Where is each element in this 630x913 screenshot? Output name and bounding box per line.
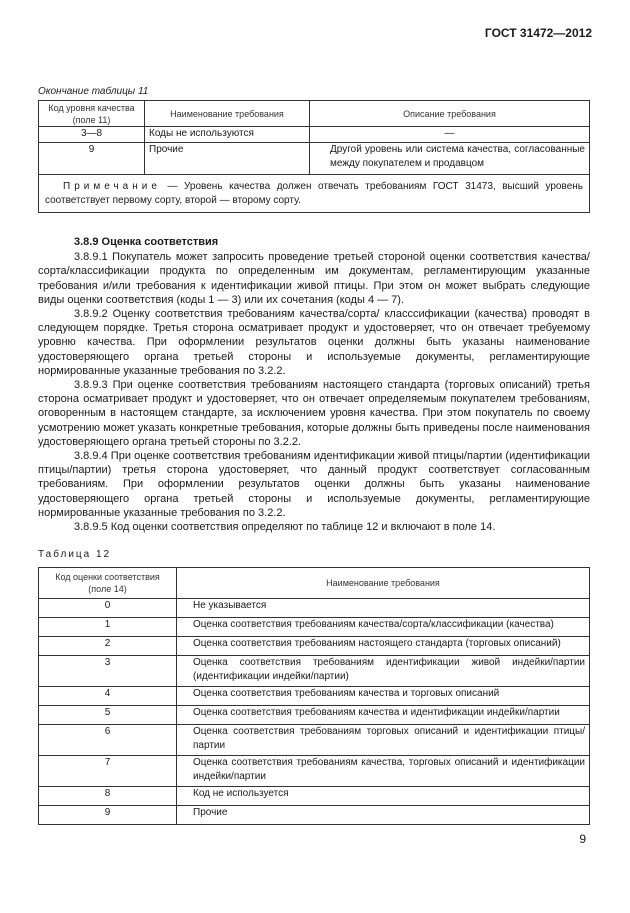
table-row	[39, 618, 590, 637]
table-12-cell-name: Оценка соответствия требованиям качества, торговых описаний и идентификации индейки/партии	[177, 756, 590, 787]
document-code: ГОСТ 31472—2012	[484, 26, 592, 40]
table-row	[39, 637, 590, 656]
paragraph: 3.8.9.1 Покупатель может запросить проведение третьей стороной оценки соответствия качества/сорта/классификации продукта по определенным им документам, регламентирующим указанные требования и/или требования к идентификации живой птицы. При этом он может выбрать следующие виды оценки соответствия (коды 1 — 3) или их сочетания (коды 4 — 7).	[38, 251, 590, 306]
table-row	[39, 725, 590, 756]
table-11-note	[39, 175, 590, 213]
table-12-cell-code: 1	[39, 618, 177, 637]
table-12	[38, 567, 590, 825]
table-row	[39, 806, 590, 825]
table-12-cell-code: 9	[39, 806, 177, 825]
table-12-cell-name: Код не используется	[177, 787, 590, 806]
table-12-header-code: Код оценки соответствия (поле 14)	[39, 568, 177, 599]
table-12-caption: Таблица 12	[38, 549, 112, 560]
table-row	[39, 143, 590, 175]
table-12-header-name: Наименование требования	[177, 568, 590, 599]
table-11-header-description: Описание требования	[310, 101, 590, 127]
table-11-cell-code: 3—8	[39, 127, 145, 143]
table-11-cell-description: —	[310, 127, 590, 143]
table-11-cell-description: Другой уровень или система качества, согласованные между покупателем и продавцом	[310, 143, 590, 175]
table-12-cell-code: 6	[39, 725, 177, 756]
table-row	[39, 787, 590, 806]
note-label: Примечание	[63, 181, 161, 192]
table-11-cell-name: Прочие	[145, 143, 310, 175]
page-number: 9	[579, 832, 586, 846]
table-11-cell-name: Коды не используются	[145, 127, 310, 143]
table-row	[39, 706, 590, 725]
section-heading: 3.8.9 Оценка соответствия	[74, 236, 219, 248]
paragraph: 3.8.9.3 При оценке соответствия требованиям настоящего стандарта (торговых описаний) третья сторона осматривает продукт и удостоверяет, что он отвечает определяемым покупателем требованиям, оговоренным в настоящем стандарте, за исключением уровня качества. При этом покупатель по своему усмотрению может указать конкретные требования, которые должны быть приведены после наименования удостоверяющего органа третьей стороны по 3.2.2.	[38, 379, 590, 448]
table-12-cell-name: Прочие	[177, 806, 590, 825]
table-row	[39, 656, 590, 687]
table-12-cell-code: 0	[39, 599, 177, 618]
table-row	[39, 687, 590, 706]
table-12-cell-name: Оценка соответствия требованиям качества/сорта/классификации (качества)	[177, 618, 590, 637]
table-12-cell-name: Оценка соответствия требованиям качества и идентификации индейки/партии	[177, 706, 590, 725]
section-body	[38, 235, 590, 534]
paragraph: 3.8.9.2 Оценку соответствия требованиям качества/сорта/ класссификации (качества) проводят в следующем порядке. Третья сторона осматривает продукт и удостоверяет, что он отвечает требуемому уровню качества. При оформлении результатов оценки должны быть указаны наименование удостоверяющего органа третьей стороны и используемые документы, регламентирующие нормированные указанные требования по 3.2.2.	[38, 308, 590, 377]
table-row	[39, 756, 590, 787]
paragraph: 3.8.9.4 При оценке соответствия требованиям идентификации живой птицы/партии (идентификации птицы/партии) третья сторона удостоверяет, что данный продукт соответствует согласованным требованиям. При оформлении результатов оценки должны быть указаны наименование удостоверяющего органа третьей стороны и используемые документы, регламентирующие нормированные указанные требования по 3.2.2.	[38, 450, 590, 519]
table-12-cell-name: Оценка соответствия требованиям настоящего стандарта (торговых описаний)	[177, 637, 590, 656]
table-12-cell-code: 5	[39, 706, 177, 725]
table-11-cell-code: 9	[39, 143, 145, 175]
note-text: — Уровень качества должен отвечать требованиям ГОСТ 31473, высший уровень соответствует первому сорту, второй — второму сорту.	[45, 181, 583, 206]
table-12-cell-code: 4	[39, 687, 177, 706]
table-12-cell-name: Оценка соответствия требованиям качества и торговых описаний	[177, 687, 590, 706]
table-11-caption: Окончание таблицы 11	[38, 86, 149, 97]
table-11-header-name: Наименование требования	[145, 101, 310, 127]
table-12-cell-code: 8	[39, 787, 177, 806]
paragraph: 3.8.9.5 Код оценки соответствия определяют по таблице 12 и включают в поле 14.	[74, 521, 496, 534]
table-row	[39, 127, 590, 143]
table-12-cell-name: Оценка соответствия требованиям идентификации живой индейки/партии (идентификации индейки/партии)	[177, 656, 590, 687]
table-12-cell-code: 7	[39, 756, 177, 787]
table-12-cell-name: Оценка соответствия требованиям торговых описаний и идентификации птицы/партии	[177, 725, 590, 756]
table-row	[39, 599, 590, 618]
table-11-note-row	[39, 175, 590, 213]
table-11	[38, 100, 590, 213]
table-12-cell-code: 3	[39, 656, 177, 687]
table-12-cell-name: Не указывается	[177, 599, 590, 618]
table-11-header-code: Код уровня качества (поле 11)	[39, 101, 145, 127]
table-12-cell-code: 2	[39, 637, 177, 656]
